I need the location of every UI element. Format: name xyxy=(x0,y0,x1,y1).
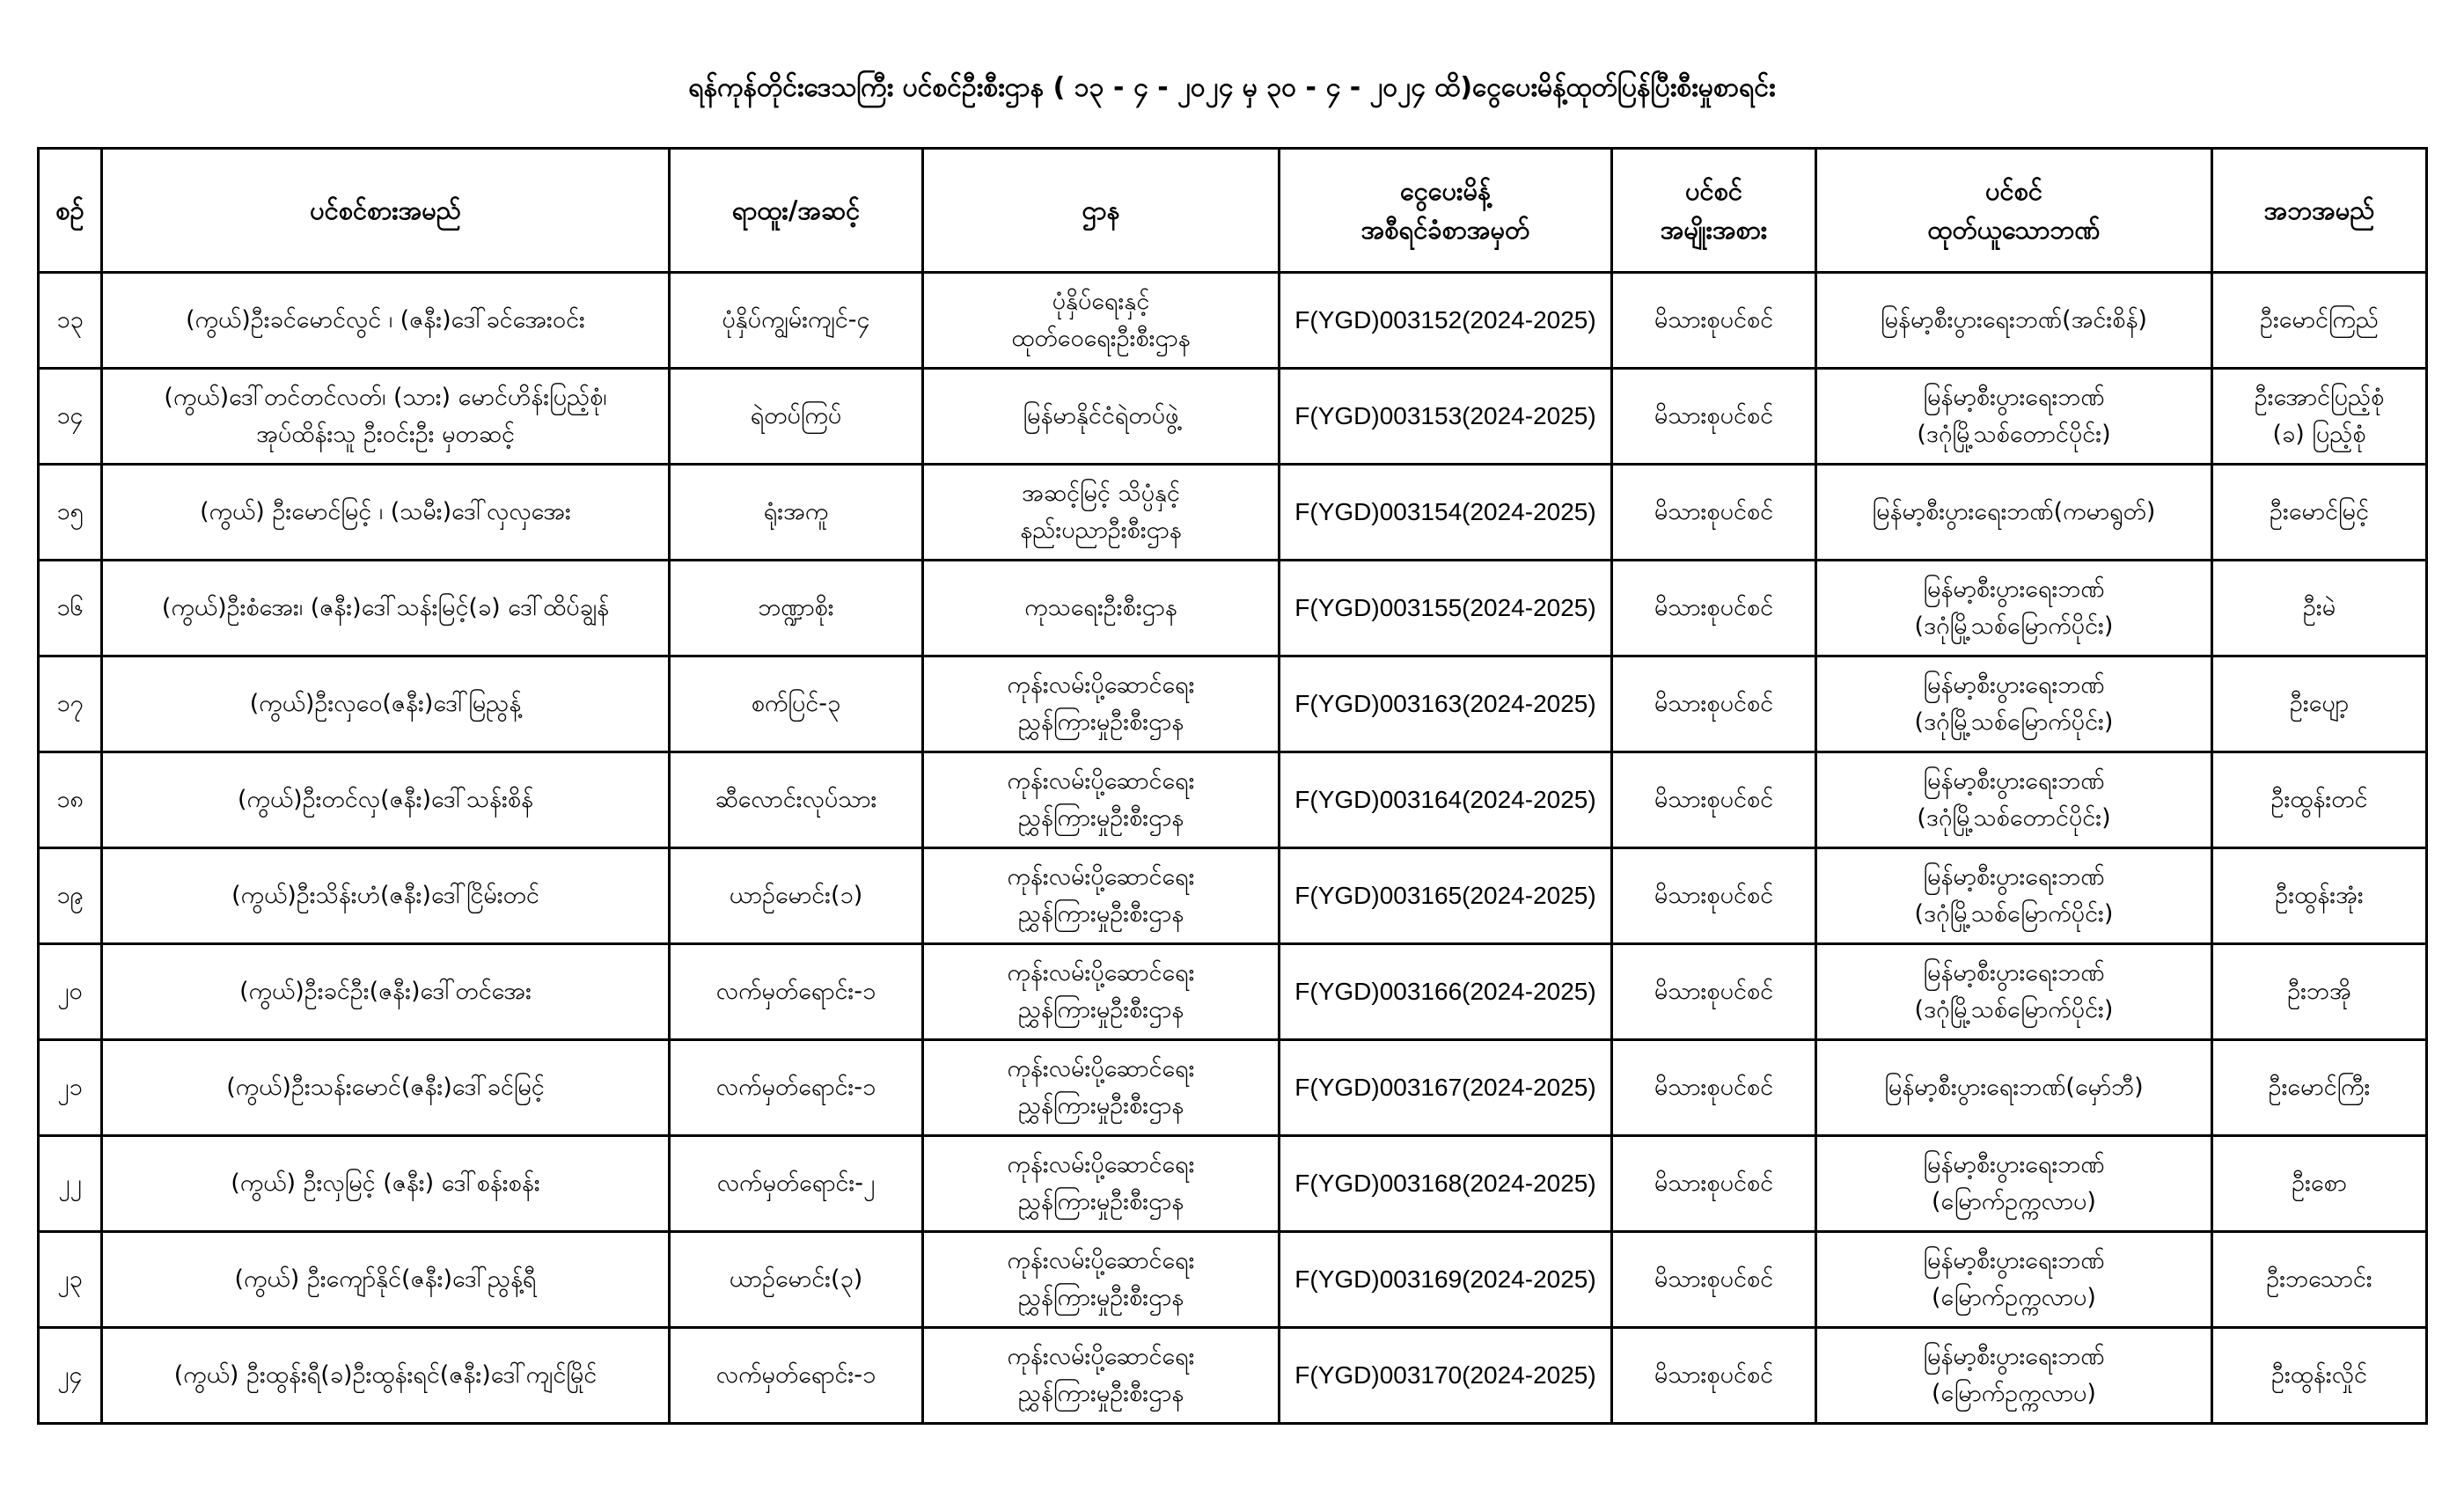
cell-text: ညွှန်ကြားမှုဦးစီးဌာန xyxy=(1017,1284,1184,1311)
table-row xyxy=(39,944,2427,1040)
header-text: ရာထူး/အဆင့် xyxy=(731,195,861,225)
cell-pensioner-name xyxy=(102,752,670,848)
cell-text: ဘဏ္ဍာစိုး xyxy=(758,594,834,621)
cell-pensioner-name xyxy=(102,1136,670,1232)
cell-position xyxy=(670,273,923,369)
cell-position xyxy=(670,1232,923,1328)
cell-text: (ဒဂုံမြို့သစ်မြောက်ပိုင်း) xyxy=(1914,612,2114,640)
cell-text: ရုံးအကူ xyxy=(763,498,829,525)
cell-pension-type: မိသားစုပင်စင် xyxy=(1612,848,1816,944)
cell-department xyxy=(923,848,1280,944)
header-father-name xyxy=(2212,149,2427,273)
cell-order-number: F(YGD)003153(2024-2025) xyxy=(1280,369,1612,465)
cell-text: ကုန်းလမ်းပို့ဆောင်ရေး xyxy=(1007,767,1195,795)
cell-pensioner-name xyxy=(102,944,670,1040)
cell-pensioner-name xyxy=(102,465,670,561)
header-text: စဉ် xyxy=(55,195,84,225)
cell-position xyxy=(670,656,923,752)
cell-text: ကုန်းလမ်းပို့ဆောင်ရေး xyxy=(1007,1151,1195,1178)
cell-department xyxy=(923,1232,1280,1328)
cell-text: ကုန်းလမ်းပို့ဆောင်ရေး xyxy=(1007,1055,1195,1082)
cell-text: လက်မှတ်ရောင်း-၁ xyxy=(715,1074,876,1101)
header-order-number xyxy=(1280,149,1612,273)
cell-position xyxy=(670,369,923,465)
cell-position xyxy=(670,561,923,656)
cell-pension-type: မိသားစုပင်စင် xyxy=(1612,656,1816,752)
cell-pension-type: မိသားစုပင်စင် xyxy=(1612,944,1816,1040)
cell-text: (ကွယ်)ဦးစံအေး၊ (ဇနီး)ဒေါ်သန်းမြင့်(ခ) ဒေါ်ထိပ်ချွန် xyxy=(161,594,610,621)
cell-text: ကုန်းလမ်းပို့ဆောင်ရေး xyxy=(1007,1247,1195,1274)
cell-no: ၁၇ xyxy=(39,656,102,752)
cell-text: ကုန်းလမ်းပို့ဆောင်ရေး xyxy=(1007,863,1195,891)
table-row xyxy=(39,273,2427,369)
cell-position xyxy=(670,1328,923,1424)
cell-text: ကုသရေးဦးစီးဌာန xyxy=(1024,594,1177,621)
cell-text: မြန်မာ့စီးပွားရေးဘဏ် xyxy=(1923,767,2105,795)
header-text: ဌာန xyxy=(1082,195,1120,225)
cell-text: လက်မှတ်ရောင်း-၁ xyxy=(715,978,876,1005)
cell-text: (ဒဂုံမြို့သစ်တောင်ပိုင်း) xyxy=(1917,804,2111,832)
header-text: ထုတ်ယူသောဘဏ် xyxy=(1927,215,2101,245)
cell-text: မြန်မာ့စီးပွားရေးဘဏ် xyxy=(1923,1151,2105,1178)
cell-text: ညွှန်ကြားမှုဦးစီးဌာန xyxy=(1017,708,1184,736)
cell-pension-type: မိသားစုပင်စင် xyxy=(1612,369,1816,465)
cell-department xyxy=(923,944,1280,1040)
cell-order-number: F(YGD)003155(2024-2025) xyxy=(1280,561,1612,656)
header-department xyxy=(923,149,1280,273)
cell-text: (ဒဂုံမြို့သစ်မြောက်ပိုင်း) xyxy=(1914,708,2114,736)
cell-text: အုပ်ထိန်းသူ ဦးဝင်းဦး မှတဆင့် xyxy=(256,421,515,448)
pension-table xyxy=(37,147,2428,1425)
cell-text: ညွှန်ကြားမှုဦးစီးဌာန xyxy=(1017,1092,1184,1119)
cell-text: ကုန်းလမ်းပို့ဆောင်ရေး xyxy=(1007,1343,1195,1370)
cell-department xyxy=(923,656,1280,752)
cell-department xyxy=(923,1136,1280,1232)
cell-department xyxy=(923,1040,1280,1136)
cell-text: (ကွယ်)ဦးခင်ဦး(ဇနီး)ဒေါ်တင်အေး xyxy=(239,978,532,1005)
cell-text: ဦးစော xyxy=(2292,1170,2347,1197)
cell-text: ညွှန်ကြားမှုဦးစီးဌာန xyxy=(1017,804,1184,832)
cell-text: (ကွယ်) ဦးကျော်နိုင်(ဇနီး)ဒေါ်ညွန့်ရီ xyxy=(234,1265,537,1293)
cell-pensioner-name xyxy=(102,369,670,465)
cell-pension-type: မိသားစုပင်စင် xyxy=(1612,1232,1816,1328)
cell-text: မြန်မာ့စီးပွားရေးဘဏ် xyxy=(1923,1247,2105,1274)
cell-text: (ကွယ်) ဦးထွန်းရီ(ခ)ဦးထွန်းရင်(ဇနီး)ဒေါ်ကျင်မြိုင် xyxy=(173,1361,598,1389)
cell-bank xyxy=(1816,1040,2212,1136)
cell-bank xyxy=(1816,1328,2212,1424)
cell-text: မြန်မာ့စီးပွားရေးဘဏ် xyxy=(1923,863,2105,891)
cell-position xyxy=(670,1040,923,1136)
cell-no: ၂၀ xyxy=(39,944,102,1040)
header-bank xyxy=(1816,149,2212,273)
cell-text: မြန်မာ့စီးပွားရေးဘဏ်(ကမာရွတ်) xyxy=(1872,498,2156,525)
cell-order-number: F(YGD)003168(2024-2025) xyxy=(1280,1136,1612,1232)
cell-text: ရဲတပ်ကြပ် xyxy=(750,402,842,429)
cell-bank xyxy=(1816,1232,2212,1328)
cell-pension-type: မိသားစုပင်စင် xyxy=(1612,1328,1816,1424)
cell-text: ဦးပျော့ xyxy=(2289,690,2350,717)
cell-pension-type: မိသားစုပင်စင် xyxy=(1612,1136,1816,1232)
header-text: ပင်စင် xyxy=(1984,176,2043,206)
cell-pension-type: မိသားစုပင်စင် xyxy=(1612,752,1816,848)
table-row xyxy=(39,1328,2427,1424)
cell-bank xyxy=(1816,848,2212,944)
cell-text: မြန်မာ့စီးပွားရေးဘဏ်(မှော်ဘီ) xyxy=(1884,1074,2144,1101)
cell-department xyxy=(923,752,1280,848)
header-text: အစီရင်ခံစာအမှတ် xyxy=(1360,215,1530,245)
cell-department xyxy=(923,465,1280,561)
table-row xyxy=(39,1232,2427,1328)
cell-no: ၁၄ xyxy=(39,369,102,465)
cell-text: ဦးထွန်းအုံး xyxy=(2275,882,2364,909)
cell-text: (ကွယ်)ဦးခင်မောင်လွင် ၊ (ဇနီး)ဒေါ်ခင်အေးဝင်း xyxy=(186,306,585,334)
cell-text: ယာဉ်မောင်း(၃) xyxy=(729,1265,863,1293)
cell-text: ဦးမောင်မြင့် xyxy=(2270,498,2369,525)
cell-pensioner-name xyxy=(102,273,670,369)
cell-no: ၂၃ xyxy=(39,1232,102,1328)
cell-father-name xyxy=(2212,752,2427,848)
table-row xyxy=(39,1136,2427,1232)
cell-text: ဦးထွန်းတင် xyxy=(2270,786,2368,813)
cell-no: ၁၅ xyxy=(39,465,102,561)
cell-text: မြန်မာနိုင်ငံရဲတပ်ဖွဲ့ xyxy=(1023,402,1179,429)
cell-text: အဆင့်မြင့် သိပ္ပံနှင့် xyxy=(1022,480,1180,507)
cell-no: ၁၈ xyxy=(39,752,102,848)
header-text: ငွေပေးမိန့် xyxy=(1399,176,1492,206)
cell-no: ၂၁ xyxy=(39,1040,102,1136)
header-no xyxy=(39,149,102,273)
cell-pensioner-name xyxy=(102,1328,670,1424)
table-row xyxy=(39,848,2427,944)
cell-order-number: F(YGD)003154(2024-2025) xyxy=(1280,465,1612,561)
cell-text: မြန်မာ့စီးပွားရေးဘဏ် xyxy=(1923,576,2105,603)
cell-text: ပုံနှိပ်ရေးနှင့် xyxy=(1052,288,1150,315)
cell-position xyxy=(670,944,923,1040)
cell-text: ညွှန်ကြားမှုဦးစီးဌာန xyxy=(1017,1380,1184,1407)
cell-text: (မြောက်ဥက္ကလာပ) xyxy=(1932,1188,2096,1215)
cell-text: ပုံနှိပ်ကျွမ်းကျင်-၄ xyxy=(722,306,870,334)
cell-text: (ကွယ်)ဦးသိန်းဟံ(ဇနီး)ဒေါ်ငြိမ်းတင် xyxy=(231,882,539,909)
cell-father-name xyxy=(2212,944,2427,1040)
table-row xyxy=(39,752,2427,848)
cell-text: စက်ပြင်-၃ xyxy=(751,690,841,717)
cell-position xyxy=(670,752,923,848)
cell-text: (မြောက်ဥက္ကလာပ) xyxy=(1932,1284,2096,1311)
cell-father-name xyxy=(2212,848,2427,944)
cell-pension-type: မိသားစုပင်စင် xyxy=(1612,561,1816,656)
cell-text: မြန်မာ့စီးပွားရေးဘဏ်(အင်းစိန်) xyxy=(1881,306,2147,334)
cell-text: ဦးအောင်ပြည့်စုံ xyxy=(2254,384,2385,411)
cell-pensioner-name xyxy=(102,1040,670,1136)
cell-text: မြန်မာ့စီးပွားရေးဘဏ် xyxy=(1923,1343,2105,1370)
cell-text: (ကွယ်)ဦးတင်လှ(ဇနီး)ဒေါ်သန်းစိန် xyxy=(237,786,534,813)
cell-text: ညွှန်ကြားမှုဦးစီးဌာန xyxy=(1017,900,1184,928)
cell-father-name xyxy=(2212,1328,2427,1424)
cell-bank xyxy=(1816,465,2212,561)
cell-order-number: F(YGD)003165(2024-2025) xyxy=(1280,848,1612,944)
cell-order-number: F(YGD)003152(2024-2025) xyxy=(1280,273,1612,369)
cell-order-number: F(YGD)003169(2024-2025) xyxy=(1280,1232,1612,1328)
cell-order-number: F(YGD)003163(2024-2025) xyxy=(1280,656,1612,752)
cell-bank xyxy=(1816,656,2212,752)
cell-bank xyxy=(1816,944,2212,1040)
cell-text: ဦးမောင်ကြီး xyxy=(2268,1074,2371,1101)
cell-text: ထုတ်ဝေရေးဦးစီးဌာန xyxy=(1011,325,1191,352)
table-row xyxy=(39,1040,2427,1136)
cell-text: (ဒဂုံမြို့သစ်မြောက်ပိုင်း) xyxy=(1914,900,2114,928)
page-title: ရန်ကုန်တိုင်းဒေသကြီး ပင်စင်ဦးစီးဌာန ( ၁၃ - ၄ - ၂၀၂၄ မှ ၃၀ - ၄ - ၂၀၂၄ ထိ)ငွေပေးမိန့်ထုတ်ပြန်ပြီးစီးမှုစာရင်း xyxy=(688,72,1776,103)
header-text: ပင်စင်စားအမည် xyxy=(310,195,461,225)
header-text: ပင်စင် xyxy=(1684,176,1743,206)
cell-text: ဦးမဲ xyxy=(2302,594,2336,621)
cell-text: (ကွယ်) ဦးလှမြင့် (ဇနီး) ဒေါ်စန်းစန်း xyxy=(231,1170,540,1197)
cell-text: ဦးထွန်းလှိုင် xyxy=(2270,1361,2368,1389)
cell-position xyxy=(670,848,923,944)
cell-department xyxy=(923,369,1280,465)
cell-bank xyxy=(1816,1136,2212,1232)
table-row xyxy=(39,465,2427,561)
cell-text: (ကွယ်)ဒေါ်တင်တင်လတ်၊ (သား) မောင်ဟိန်းပြည့်စုံ၊ xyxy=(164,384,607,411)
cell-order-number: F(YGD)003167(2024-2025) xyxy=(1280,1040,1612,1136)
cell-father-name xyxy=(2212,369,2427,465)
table-row xyxy=(39,369,2427,465)
table-row xyxy=(39,561,2427,656)
cell-text: ဦးဘသောင်း xyxy=(2266,1265,2372,1293)
cell-text: မြန်မာ့စီးပွားရေးဘဏ် xyxy=(1923,959,2105,986)
header-row xyxy=(39,149,2427,273)
table-row xyxy=(39,656,2427,752)
cell-department xyxy=(923,273,1280,369)
cell-no: ၂၂ xyxy=(39,1136,102,1232)
cell-father-name xyxy=(2212,1136,2427,1232)
cell-text: ညွှန်ကြားမှုဦးစီးဌာန xyxy=(1017,996,1184,1023)
cell-no: ၂၄ xyxy=(39,1328,102,1424)
cell-father-name xyxy=(2212,1232,2427,1328)
cell-department xyxy=(923,561,1280,656)
cell-no: ၁၃ xyxy=(39,273,102,369)
table-header xyxy=(39,149,2427,273)
header-text: အမျိုးအစား xyxy=(1660,215,1768,245)
cell-text: လက်မှတ်ရောင်း-၂ xyxy=(716,1170,876,1197)
cell-pension-type: မိသားစုပင်စင် xyxy=(1612,465,1816,561)
cell-pensioner-name xyxy=(102,656,670,752)
header-text: အဘအမည် xyxy=(2263,195,2375,225)
cell-text: ဦးဘအို xyxy=(2287,978,2351,1005)
cell-order-number: F(YGD)003164(2024-2025) xyxy=(1280,752,1612,848)
cell-text: မြန်မာ့စီးပွားရေးဘဏ် xyxy=(1923,384,2105,411)
cell-bank xyxy=(1816,369,2212,465)
cell-order-number: F(YGD)003170(2024-2025) xyxy=(1280,1328,1612,1424)
header-pensioner-name xyxy=(102,149,670,273)
cell-no: ၁၉ xyxy=(39,848,102,944)
cell-text: မြန်မာ့စီးပွားရေးဘဏ် xyxy=(1923,671,2105,699)
cell-bank xyxy=(1816,752,2212,848)
table-body xyxy=(39,273,2427,1424)
cell-pensioner-name xyxy=(102,561,670,656)
cell-text: လက်မှတ်ရောင်း-၁ xyxy=(715,1361,876,1389)
cell-text: (ကွယ်)ဦးလှဝေ(ဇနီး)ဒေါ်မြညွန့် xyxy=(249,690,522,717)
cell-text: ယာဉ်မောင်း(၁) xyxy=(729,882,863,909)
cell-father-name xyxy=(2212,1040,2427,1136)
cell-pension-type: မိသားစုပင်စင် xyxy=(1612,1040,1816,1136)
cell-text: ကုန်းလမ်းပို့ဆောင်ရေး xyxy=(1007,959,1195,986)
cell-text: (ကွယ်)ဦးသန်းမောင်(ဇနီး)ဒေါ်ခင်မြင့် xyxy=(226,1074,545,1101)
header-position xyxy=(670,149,923,273)
cell-pensioner-name xyxy=(102,1232,670,1328)
cell-text: (ကွယ်) ဦးမောင်မြင့် ၊ (သမီး)ဒေါ်လှလှအေး xyxy=(200,498,571,525)
cell-pensioner-name xyxy=(102,848,670,944)
cell-text: (ဒဂုံမြို့သစ်မြောက်ပိုင်း) xyxy=(1914,996,2114,1023)
cell-text: (မြောက်ဥက္ကလာပ) xyxy=(1932,1380,2096,1407)
cell-text: ကုန်းလမ်းပို့ဆောင်ရေး xyxy=(1007,671,1195,699)
cell-position xyxy=(670,465,923,561)
cell-text: ဆီလောင်းလုပ်သား xyxy=(715,786,877,813)
cell-bank xyxy=(1816,273,2212,369)
cell-text: ဦးမောင်ကြည် xyxy=(2259,306,2380,334)
cell-position xyxy=(670,1136,923,1232)
cell-order-number: F(YGD)003166(2024-2025) xyxy=(1280,944,1612,1040)
cell-father-name xyxy=(2212,465,2427,561)
cell-father-name xyxy=(2212,656,2427,752)
cell-father-name xyxy=(2212,561,2427,656)
cell-bank xyxy=(1816,561,2212,656)
cell-text: ညွှန်ကြားမှုဦးစီးဌာန xyxy=(1017,1188,1184,1215)
cell-father-name xyxy=(2212,273,2427,369)
cell-no: ၁၆ xyxy=(39,561,102,656)
cell-pension-type: မိသားစုပင်စင် xyxy=(1612,273,1816,369)
cell-text: (ခ) ပြည့်စုံ xyxy=(2272,421,2366,448)
pension-table-container xyxy=(37,147,2428,1425)
header-pension-type xyxy=(1612,149,1816,273)
cell-text: (ဒဂုံမြို့သစ်တောင်ပိုင်း) xyxy=(1917,421,2111,448)
cell-department xyxy=(923,1328,1280,1424)
cell-text: နည်းပညာဦးစီးဌာန xyxy=(1020,517,1182,544)
